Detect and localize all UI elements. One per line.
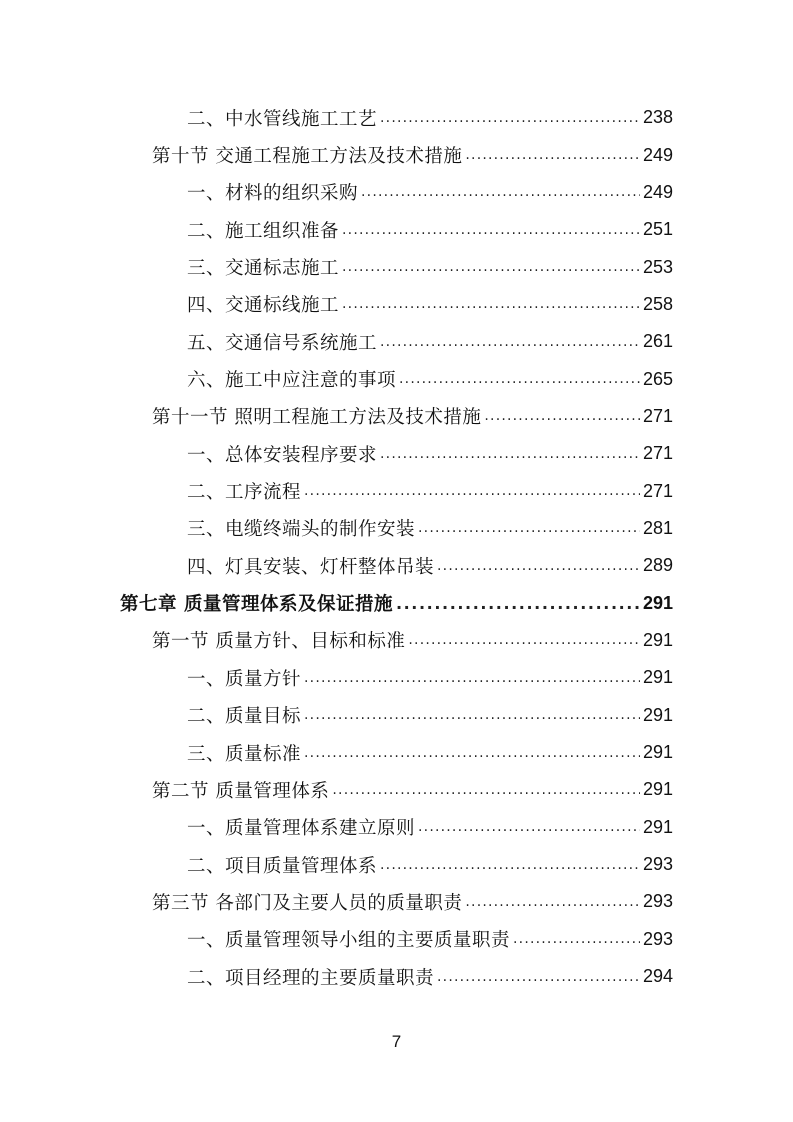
toc-entry[interactable]	[0, 136, 793, 173]
toc-entry-label: 一、质量管理领导小组的主要质量职责	[187, 930, 511, 952]
toc-dot-leader	[342, 222, 640, 238]
toc-entry-label: 一、总体安装程序要求	[187, 444, 378, 466]
toc-entry-label: 一、质量管理体系建立原则	[187, 818, 416, 840]
toc-entry-label: 三、质量标准	[187, 743, 302, 765]
toc-entry-page: 291	[642, 629, 673, 650]
toc-entry-page: 249	[642, 181, 673, 202]
toc-chapter-entry[interactable]	[0, 584, 793, 621]
toc-entry-page: 251	[642, 219, 673, 240]
toc-entry[interactable]	[0, 958, 793, 995]
toc-entry-page: 293	[642, 891, 673, 912]
toc-dot-leader	[418, 819, 640, 835]
table-of-contents	[0, 99, 793, 995]
toc-entry[interactable]	[0, 622, 793, 659]
toc-dot-leader	[342, 259, 640, 275]
toc-dot-leader	[304, 670, 640, 686]
toc-entry-page: 281	[642, 517, 673, 538]
toc-entry-page: 291	[642, 816, 673, 837]
toc-entry[interactable]	[0, 398, 793, 435]
toc-dot-leader	[437, 969, 640, 985]
toc-dot-leader	[399, 371, 640, 387]
toc-entry-page: 293	[642, 854, 673, 875]
toc-dot-leader	[484, 408, 640, 424]
toc-dot-leader	[437, 558, 640, 574]
toc-dot-leader	[465, 147, 640, 163]
toc-dot-leader	[342, 296, 640, 312]
toc-entry-label: 三、交通标志施工	[187, 258, 340, 280]
toc-entry-page: 258	[642, 293, 673, 314]
toc-entry-label: 第一节 质量方针、目标和标准	[152, 631, 406, 653]
toc-entry[interactable]	[0, 809, 793, 846]
toc-entry-label: 二、质量目标	[187, 706, 302, 728]
toc-entry[interactable]	[0, 547, 793, 584]
toc-entry-label: 四、灯具安装、灯杆整体吊装	[187, 556, 435, 578]
toc-entry-page: 261	[642, 331, 673, 352]
toc-dot-leader	[380, 857, 640, 873]
toc-entry-page: 271	[642, 405, 673, 426]
toc-entry[interactable]	[0, 174, 793, 211]
toc-entry[interactable]	[0, 248, 793, 285]
toc-dot-leader	[380, 110, 640, 126]
toc-dot-leader	[361, 184, 640, 200]
toc-dot-leader	[465, 894, 640, 910]
toc-entry-page: 291	[642, 704, 673, 725]
toc-entry-label: 二、中水管线施工工艺	[187, 108, 378, 130]
toc-entry-page: 293	[642, 928, 673, 949]
toc-entry-page: 291	[642, 667, 673, 688]
toc-entry[interactable]	[0, 472, 793, 509]
toc-entry[interactable]	[0, 435, 793, 472]
toc-entry-label: 二、施工组织准备	[187, 220, 340, 242]
toc-entry[interactable]	[0, 734, 793, 771]
toc-entry[interactable]	[0, 883, 793, 920]
toc-entry-page: 253	[642, 256, 673, 277]
toc-entry-label: 第十节 交通工程施工方法及技术措施	[152, 146, 463, 168]
toc-entry-page: 289	[642, 555, 673, 576]
toc-entry-label: 五、交通信号系统施工	[187, 332, 378, 354]
page-number: 7	[391, 1032, 402, 1051]
toc-dot-leader	[304, 707, 640, 723]
toc-entry[interactable]	[0, 659, 793, 696]
toc-entry-page: 265	[642, 368, 673, 389]
toc-dot-leader	[380, 334, 640, 350]
toc-entry-page: 271	[642, 443, 673, 464]
toc-entry[interactable]	[0, 211, 793, 248]
toc-entry-page: 271	[642, 480, 673, 501]
toc-entry[interactable]	[0, 921, 793, 958]
toc-dot-leader	[332, 782, 640, 798]
toc-entry[interactable]	[0, 323, 793, 360]
toc-entry-label: 四、交通标线施工	[187, 295, 340, 317]
toc-dot-leader	[418, 520, 640, 536]
toc-entry-label: 第三节 各部门及主要人员的质量职责	[152, 892, 463, 914]
toc-entry-page: 238	[642, 107, 673, 128]
toc-entry-page: 291	[642, 742, 673, 763]
toc-dot-leader	[396, 594, 640, 613]
toc-entry-label: 二、项目质量管理体系	[187, 855, 378, 877]
toc-entry[interactable]	[0, 286, 793, 323]
toc-entry-label: 三、电缆终端头的制作安装	[187, 519, 416, 541]
toc-entry-label: 六、施工中应注意的事项	[187, 370, 397, 392]
toc-entry[interactable]	[0, 771, 793, 808]
toc-entry[interactable]	[0, 697, 793, 734]
toc-dot-leader	[304, 483, 640, 499]
toc-entry-label: 第十一节 照明工程施工方法及技术措施	[152, 407, 482, 429]
toc-entry-label: 二、项目经理的主要质量职责	[187, 967, 435, 989]
toc-entry[interactable]	[0, 510, 793, 547]
toc-entry-label: 第七章 质量管理体系及保证措施	[120, 594, 393, 616]
toc-entry-label: 一、质量方针	[187, 668, 302, 690]
toc-entry-page: 249	[642, 144, 673, 165]
toc-dot-leader	[380, 446, 640, 462]
toc-entry-page: 294	[642, 966, 673, 987]
toc-entry-page: 291	[642, 592, 673, 613]
toc-entry[interactable]	[0, 99, 793, 136]
toc-entry-label: 二、工序流程	[187, 482, 302, 504]
toc-dot-leader	[513, 931, 640, 947]
toc-dot-leader	[304, 745, 640, 761]
toc-entry-page: 291	[642, 779, 673, 800]
toc-entry-label: 第二节 质量管理体系	[152, 780, 330, 802]
toc-entry-label: 一、材料的组织采购	[187, 183, 359, 205]
toc-entry[interactable]	[0, 360, 793, 397]
toc-dot-leader	[408, 632, 640, 648]
toc-entry[interactable]	[0, 846, 793, 883]
